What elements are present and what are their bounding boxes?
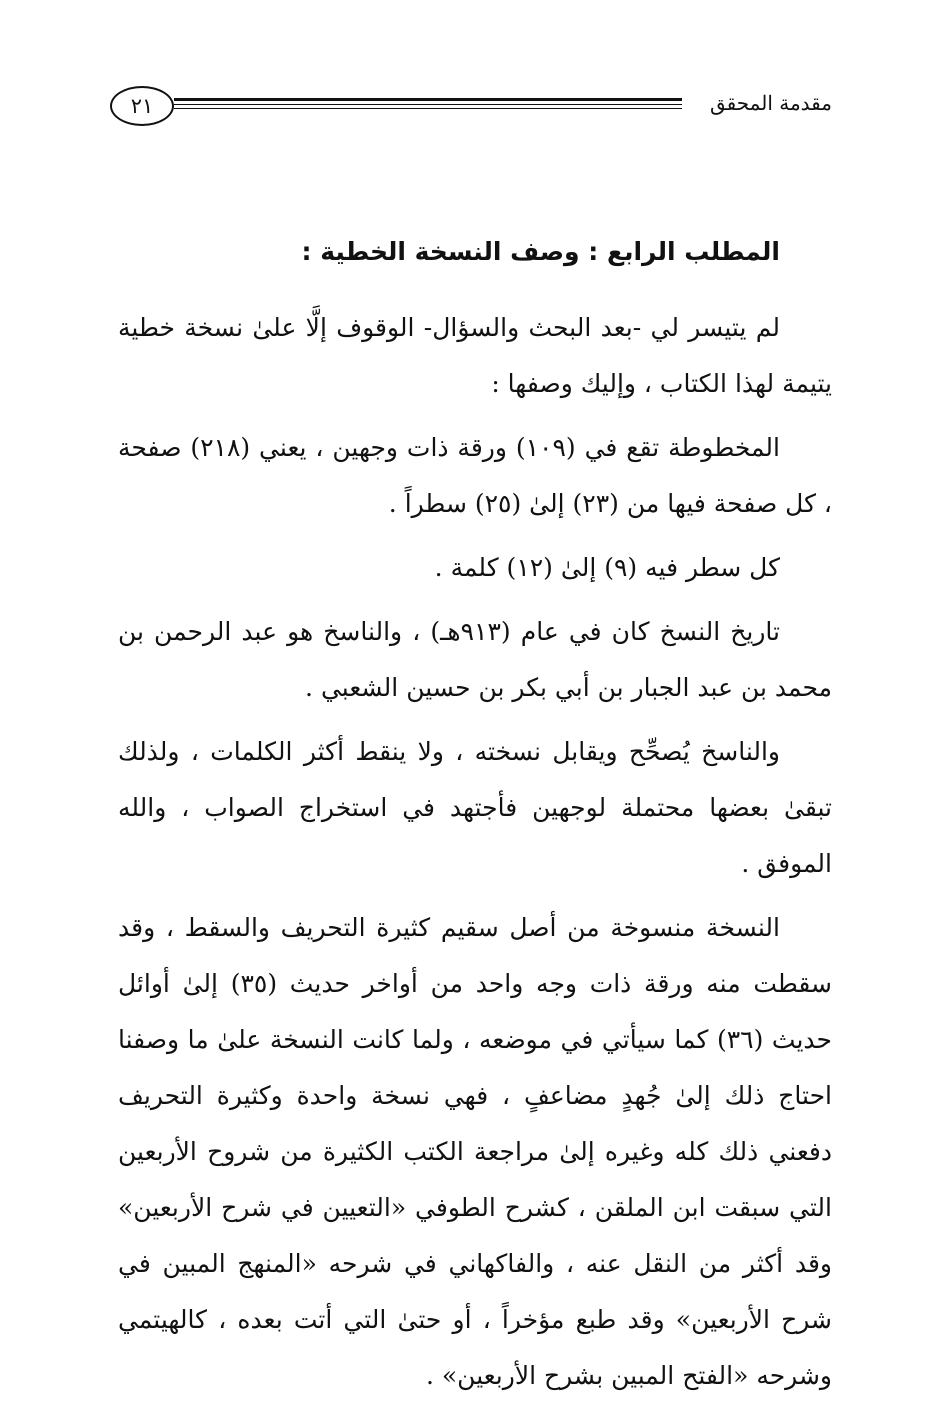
main-content [118,230,832,1412]
header-rule-thin [174,108,682,109]
page-number: ٢١ [110,86,174,126]
paragraph-source-condition: النسخة منسوخة من أصل سقيم كثيرة التحريف والسقط ، وقد سقطت منه ورقة ذات وجه واحد من أواخر حديث (٣٥) إلىٰ أوائل حديث (٣٦) كما سيأتي في موضعه ، ولما كانت النسخة علىٰ ما وصفنا احتاج ذلك إلىٰ جُهدٍ مضاعفٍ ، فهي نسخة واحدة وكثيرة التحريف دفعني ذلك كله وغيره إلىٰ مراجعة الكتب الكثيرة من شروح الأربعين التي سبقت ابن الملقن ، كشرح الطوفي «التعيين في شرح الأربعين» وقد أكثر من النقل عنه ، والفاكهاني في شرحه «المنهج المبين في شرح الأربعين» وقد طبع مؤخراً ، أو حتىٰ التي أتت بعده ، كالهيتمي وشرحه «الفتح المبين بشرح الأربعين» . [118,913,832,1390]
paragraph-copyist-notes: والناسخ يُصحِّح ويقابل نسخته ، ولا ينقط أكثر الكلمات ، ولذلك تبقىٰ بعضها محتملة لوجهين فأجتهد في استخراج الصواب ، والله الموفق . [118,737,832,878]
paragraph-word-count: كل سطر فيه (٩) إلىٰ (١٢) كلمة . [434,553,780,582]
header-rule [174,98,682,105]
paragraph-intro: لم يتيسر لي -بعد البحث والسؤال- الوقوف إلَّا علىٰ نسخة خطية يتيمة لهذا الكتاب ، وإليك وصفها : [118,313,832,398]
running-header [110,86,832,132]
paragraph-copy-date: تاريخ النسخ كان في عام (٩١٣هـ) ، والناسخ هو عبد الرحمن بن محمد بن عبد الجبار بن أبي بكر بن حسين الشعبي . [118,617,832,702]
paragraph-leaf-count: المخطوطة تقع في (١٠٩) ورقة ذات وجهين ، يعني (٢١٨) صفحة ، كل صفحة فيها من (٢٣) إلىٰ (٢٥) سطراً . [118,433,832,518]
running-title: مقدمة المحقق [709,91,832,115]
section-heading: المطلب الرابع : وصف النسخة الخطية : [301,237,780,266]
